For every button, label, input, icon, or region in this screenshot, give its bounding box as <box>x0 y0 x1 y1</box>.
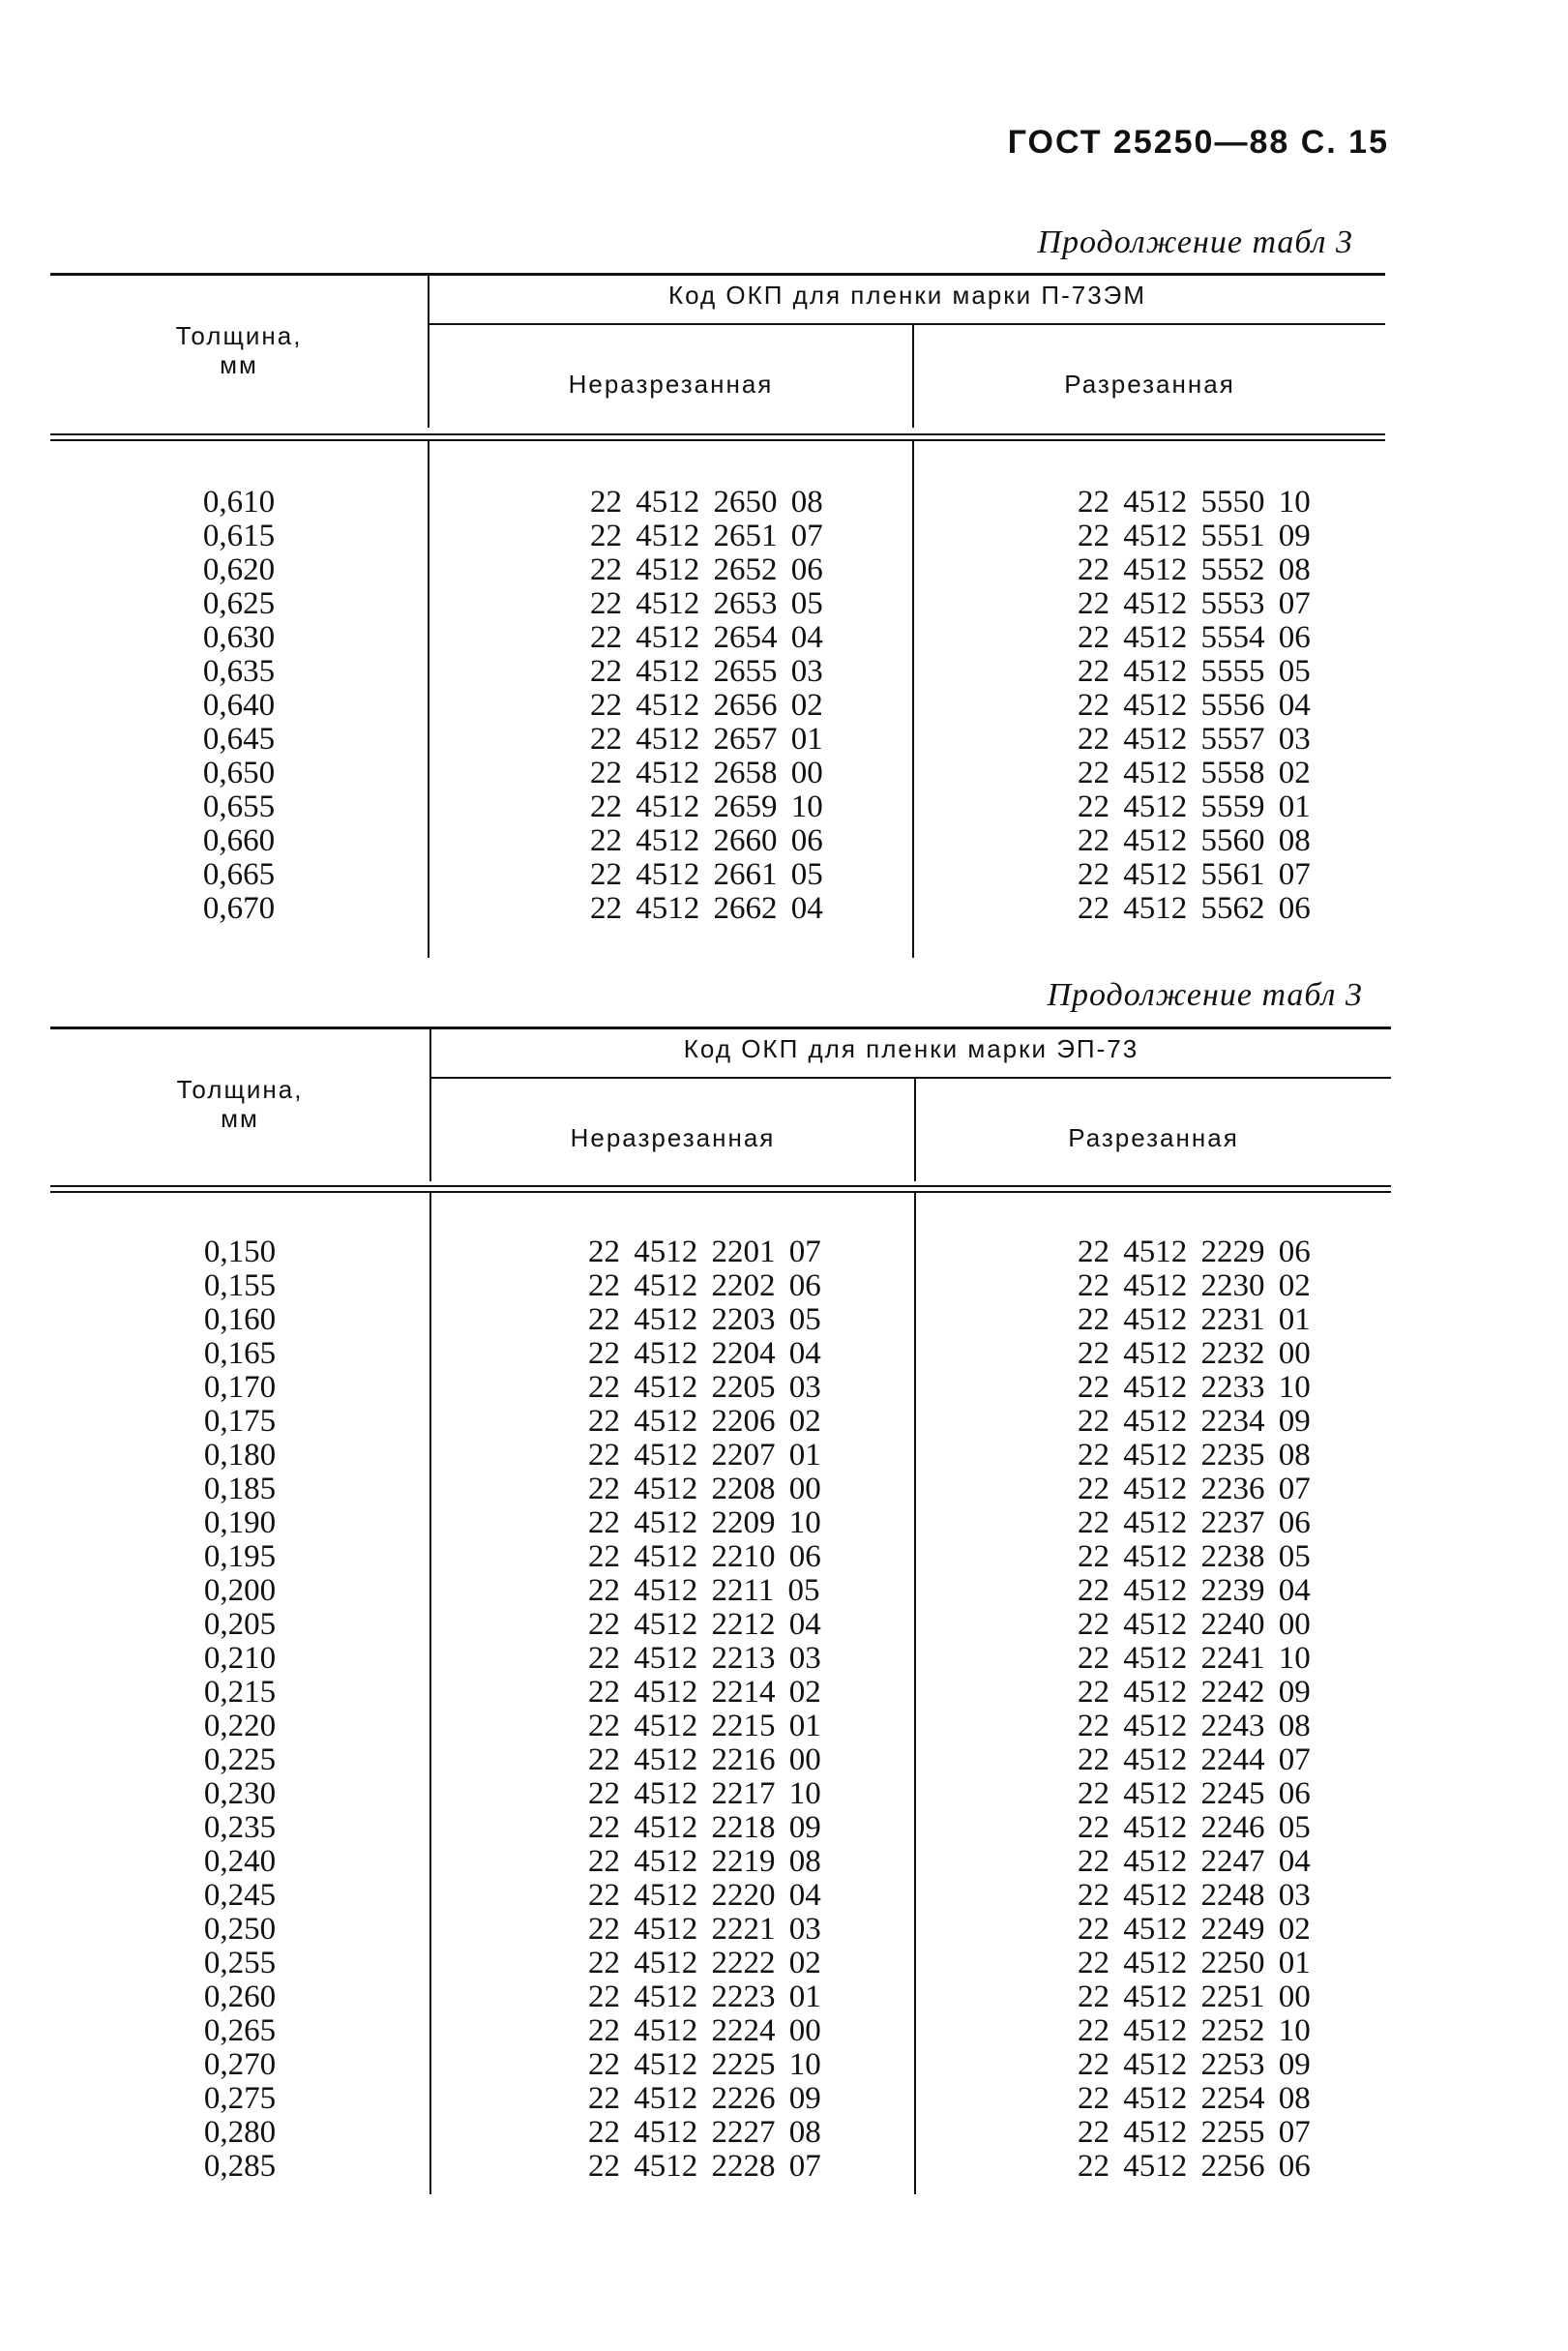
thickness-cell: 0,230 <box>203 1776 277 1811</box>
table-continuation-label: Продолжение табл 3 <box>1047 977 1363 1013</box>
table-row <box>50 1371 1391 1405</box>
uncut-column-header: Неразрезанная <box>568 370 774 399</box>
uncut-code-cell: 22 4512 2661 05 <box>590 857 823 892</box>
cut-code-cell: 22 4512 5555 05 <box>1078 654 1311 689</box>
thickness-cell: 0,280 <box>203 2115 277 2150</box>
cut-column-header: Разрезанная <box>1068 1123 1239 1152</box>
table-row <box>50 1980 1391 2014</box>
uncut-code-cell: 22 4512 2209 10 <box>588 1505 821 1540</box>
cut-code-cell: 22 4512 2253 09 <box>1078 2047 1311 2082</box>
thickness-cell: 0,210 <box>203 1641 277 1676</box>
cut-code-cell: 22 4512 2235 08 <box>1078 1438 1311 1473</box>
cut-code-cell: 22 4512 5556 04 <box>1078 688 1311 723</box>
cut-code-cell: 22 4512 2250 01 <box>1078 1946 1311 1980</box>
page-header: ГОСТ 25250—88 С. 15 <box>1007 124 1389 161</box>
thickness-cell: 0,650 <box>202 756 276 790</box>
cut-code-cell: 22 4512 2241 10 <box>1078 1641 1311 1676</box>
table-row <box>50 1676 1391 1710</box>
uncut-code-cell: 22 4512 2660 06 <box>590 823 823 858</box>
cut-code-cell: 22 4512 2255 07 <box>1078 2115 1311 2150</box>
thickness-cell: 0,655 <box>202 789 276 824</box>
okp-group-header: Код ОКП для пленки марки П-73ЭМ <box>667 281 1147 310</box>
uncut-code-cell: 22 4512 2223 01 <box>588 1979 821 2014</box>
cut-code-cell: 22 4512 2251 00 <box>1078 1979 1311 2014</box>
thickness-cell: 0,270 <box>203 2047 277 2082</box>
table-row <box>50 723 1385 757</box>
thickness-cell: 0,610 <box>202 485 276 520</box>
thickness-cell: 0,670 <box>202 891 276 926</box>
cut-code-cell: 22 4512 2252 10 <box>1078 2013 1311 2048</box>
cut-code-cell: 22 4512 5557 03 <box>1078 722 1311 757</box>
uncut-code-cell: 22 4512 2228 07 <box>588 2149 821 2184</box>
table-header <box>50 1027 1391 1181</box>
table-rows <box>50 1235 1391 2184</box>
cut-code-cell: 22 4512 2240 00 <box>1078 1607 1311 1642</box>
uncut-code-cell: 22 4512 2654 04 <box>590 620 823 655</box>
thickness-cell: 0,225 <box>203 1742 277 1777</box>
uncut-code-cell: 22 4512 2202 06 <box>588 1268 821 1303</box>
uncut-code-cell: 22 4512 2204 04 <box>588 1336 821 1371</box>
table-body <box>50 1191 1391 2194</box>
thickness-cell: 0,170 <box>203 1370 277 1405</box>
uncut-code-cell: 22 4512 2210 06 <box>588 1539 821 1574</box>
uncut-column-header: Неразрезанная <box>570 1123 776 1152</box>
uncut-code-cell: 22 4512 2656 02 <box>590 688 823 723</box>
table-row <box>50 1947 1391 1980</box>
thickness-cell: 0,260 <box>203 1979 277 2014</box>
thickness-cell: 0,250 <box>203 1912 277 1947</box>
thickness-header-text <box>50 321 428 379</box>
thickness-cell: 0,620 <box>202 552 276 587</box>
uncut-code-cell: 22 4512 2212 04 <box>588 1607 821 1642</box>
table-row <box>50 1303 1391 1337</box>
cut-code-cell: 22 4512 5551 09 <box>1078 519 1311 553</box>
uncut-code-cell: 22 4512 2651 07 <box>590 519 823 553</box>
uncut-code-cell: 22 4512 2224 00 <box>588 2013 821 2048</box>
table-row <box>50 1574 1391 1608</box>
uncut-code-cell: 22 4512 2201 07 <box>588 1235 821 1269</box>
cut-code-cell: 22 4512 2236 07 <box>1078 1472 1311 1506</box>
uncut-code-cell: 22 4512 2216 00 <box>588 1742 821 1777</box>
thickness-cell: 0,180 <box>203 1438 277 1473</box>
table-row <box>50 486 1385 520</box>
table-row <box>50 1506 1391 1540</box>
thickness-cell: 0,630 <box>202 620 276 655</box>
uncut-code-cell: 22 4512 2207 01 <box>588 1438 821 1473</box>
thickness-cell: 0,625 <box>202 586 276 621</box>
table-row <box>50 1913 1391 1947</box>
thickness-cell: 0,615 <box>202 519 276 553</box>
uncut-code-cell: 22 4512 2215 01 <box>588 1709 821 1743</box>
cut-code-cell: 22 4512 2254 08 <box>1078 2081 1311 2116</box>
table-continuation-label: Продолжение табл 3 <box>1037 224 1353 260</box>
table-row <box>50 1235 1391 1269</box>
thickness-cell: 0,185 <box>203 1472 277 1506</box>
cut-code-cell: 22 4512 2239 04 <box>1078 1573 1311 1608</box>
cut-code-cell: 22 4512 2229 06 <box>1078 1235 1311 1269</box>
cut-code-cell: 22 4512 5554 06 <box>1078 620 1311 655</box>
cut-code-cell: 22 4512 2237 06 <box>1078 1505 1311 1540</box>
cut-code-cell: 22 4512 2249 02 <box>1078 1912 1311 1947</box>
table-row <box>50 1337 1391 1371</box>
thickness-header-line: Толщина, <box>176 1075 304 1104</box>
uncut-code-cell: 22 4512 2220 04 <box>588 1878 821 1913</box>
group-header-rule <box>429 323 1385 325</box>
thickness-cell: 0,645 <box>202 722 276 757</box>
table-row <box>50 2150 1391 2184</box>
thickness-header-line: Толщина, <box>175 321 303 350</box>
uncut-code-cell: 22 4512 2222 02 <box>588 1946 821 1980</box>
uncut-code-cell: 22 4512 2218 09 <box>588 1810 821 1845</box>
uncut-code-cell: 22 4512 2650 08 <box>590 485 823 520</box>
cut-code-cell: 22 4512 2234 09 <box>1078 1404 1311 1439</box>
thickness-column-header <box>50 1075 429 1133</box>
cut-code-cell: 22 4512 2233 10 <box>1078 1370 1311 1405</box>
table-row <box>50 587 1385 621</box>
thickness-header-text <box>50 1075 429 1133</box>
table-row <box>50 1811 1391 1845</box>
table-row <box>50 892 1385 926</box>
table-row <box>50 2014 1391 2048</box>
table-row <box>50 553 1385 587</box>
thickness-cell: 0,640 <box>202 688 276 723</box>
cut-code-cell: 22 4512 5550 10 <box>1078 485 1311 520</box>
cut-code-cell: 22 4512 2256 06 <box>1078 2149 1311 2184</box>
okp-group-header: Код ОКП для пленки марки ЭП-73 <box>683 1034 1139 1063</box>
table-row <box>50 2116 1391 2150</box>
cut-code-cell: 22 4512 2242 09 <box>1078 1675 1311 1710</box>
thickness-header-unit: мм <box>221 1104 259 1133</box>
cut-code-cell: 22 4512 2243 08 <box>1078 1709 1311 1743</box>
thickness-cell: 0,665 <box>202 857 276 892</box>
uncut-code-cell: 22 4512 2214 02 <box>588 1675 821 1710</box>
thickness-cell: 0,235 <box>203 1810 277 1845</box>
table-row <box>50 1845 1391 1879</box>
table-row <box>50 655 1385 689</box>
thickness-cell: 0,660 <box>202 823 276 858</box>
uncut-code-cell: 22 4512 2221 03 <box>588 1912 821 1947</box>
table-row <box>50 858 1385 892</box>
table-row <box>50 689 1385 723</box>
table-row <box>50 1642 1391 1676</box>
cut-code-cell: 22 4512 2230 02 <box>1078 1268 1311 1303</box>
table-row <box>50 1473 1391 1506</box>
cut-code-cell: 22 4512 2248 03 <box>1078 1878 1311 1913</box>
thickness-cell: 0,275 <box>203 2081 277 2116</box>
thickness-cell: 0,205 <box>203 1607 277 1642</box>
thickness-cell: 0,200 <box>203 1573 277 1608</box>
table-row <box>50 824 1385 858</box>
uncut-code-cell: 22 4512 2219 08 <box>588 1844 821 1879</box>
thickness-header-unit: мм <box>220 350 258 379</box>
cut-code-cell: 22 4512 2231 01 <box>1078 1302 1311 1337</box>
cut-code-cell: 22 4512 5560 08 <box>1078 823 1311 858</box>
table-row <box>50 1608 1391 1642</box>
cut-code-cell: 22 4512 2246 05 <box>1078 1810 1311 1845</box>
uncut-code-cell: 22 4512 2655 03 <box>590 654 823 689</box>
thickness-cell: 0,155 <box>203 1268 277 1303</box>
cut-code-cell: 22 4512 5561 07 <box>1078 857 1311 892</box>
uncut-code-cell: 22 4512 2213 03 <box>588 1641 821 1676</box>
uncut-code-cell: 22 4512 2208 00 <box>588 1472 821 1506</box>
table-row <box>50 2048 1391 2082</box>
table-row <box>50 621 1385 655</box>
table-rows <box>50 486 1385 926</box>
uncut-code-cell: 22 4512 2206 02 <box>588 1404 821 1439</box>
cut-code-cell: 22 4512 5553 07 <box>1078 586 1311 621</box>
table-row <box>50 1879 1391 1913</box>
table-row <box>50 1269 1391 1303</box>
uncut-code-cell: 22 4512 2211 05 <box>588 1573 820 1608</box>
thickness-cell: 0,190 <box>203 1505 277 1540</box>
uncut-code-cell: 22 4512 2653 05 <box>590 586 823 621</box>
thickness-cell: 0,195 <box>203 1539 277 1574</box>
uncut-code-cell: 22 4512 2658 00 <box>590 756 823 790</box>
uncut-code-cell: 22 4512 2657 01 <box>590 722 823 757</box>
uncut-code-cell: 22 4512 2226 09 <box>588 2081 821 2116</box>
table-row <box>50 1405 1391 1439</box>
thickness-cell: 0,240 <box>203 1844 277 1879</box>
cut-code-cell: 22 4512 2238 05 <box>1078 1539 1311 1574</box>
table-row <box>50 790 1385 824</box>
uncut-code-cell: 22 4512 2217 10 <box>588 1776 821 1811</box>
cut-column-header: Разрезанная <box>1064 370 1235 399</box>
cut-code-cell: 22 4512 5562 06 <box>1078 891 1311 926</box>
cut-code-cell: 22 4512 5559 01 <box>1078 789 1311 824</box>
thickness-cell: 0,285 <box>203 2149 277 2184</box>
cut-code-cell: 22 4512 2244 07 <box>1078 1742 1311 1777</box>
thickness-cell: 0,160 <box>203 1302 277 1337</box>
cut-code-cell: 22 4512 2247 04 <box>1078 1844 1311 1879</box>
group-header-rule <box>431 1077 1391 1079</box>
table-row <box>50 1743 1391 1777</box>
okp-table-p73em <box>50 273 1385 958</box>
cut-code-cell: 22 4512 5558 02 <box>1078 756 1311 790</box>
thickness-column-header <box>50 321 428 379</box>
thickness-cell: 0,165 <box>203 1336 277 1371</box>
thickness-cell: 0,265 <box>203 2013 277 2048</box>
uncut-code-cell: 22 4512 2227 08 <box>588 2115 821 2150</box>
table-row <box>50 520 1385 553</box>
uncut-code-cell: 22 4512 2652 06 <box>590 552 823 587</box>
table-row <box>50 1710 1391 1743</box>
uncut-code-cell: 22 4512 2203 05 <box>588 1302 821 1337</box>
uncut-code-cell: 22 4512 2225 10 <box>588 2047 821 2082</box>
thickness-cell: 0,215 <box>203 1675 277 1710</box>
cut-code-cell: 22 4512 2245 06 <box>1078 1776 1311 1811</box>
cut-code-cell: 22 4512 5552 08 <box>1078 552 1311 587</box>
thickness-cell: 0,150 <box>203 1235 277 1269</box>
table-body <box>50 439 1385 958</box>
table-row <box>50 1439 1391 1473</box>
thickness-cell: 0,220 <box>203 1709 277 1743</box>
table-row <box>50 2082 1391 2116</box>
okp-table-ep73 <box>50 1027 1391 2194</box>
thickness-cell: 0,245 <box>203 1878 277 1913</box>
table-row <box>50 1777 1391 1811</box>
uncut-code-cell: 22 4512 2659 10 <box>590 789 823 824</box>
thickness-cell: 0,175 <box>203 1404 277 1439</box>
uncut-code-cell: 22 4512 2662 04 <box>590 891 823 926</box>
table-row <box>50 757 1385 790</box>
uncut-code-cell: 22 4512 2205 03 <box>588 1370 821 1405</box>
table-row <box>50 1540 1391 1574</box>
thickness-cell: 0,255 <box>203 1946 277 1980</box>
cut-code-cell: 22 4512 2232 00 <box>1078 1336 1311 1371</box>
thickness-cell: 0,635 <box>202 654 276 689</box>
table-header <box>50 273 1385 428</box>
